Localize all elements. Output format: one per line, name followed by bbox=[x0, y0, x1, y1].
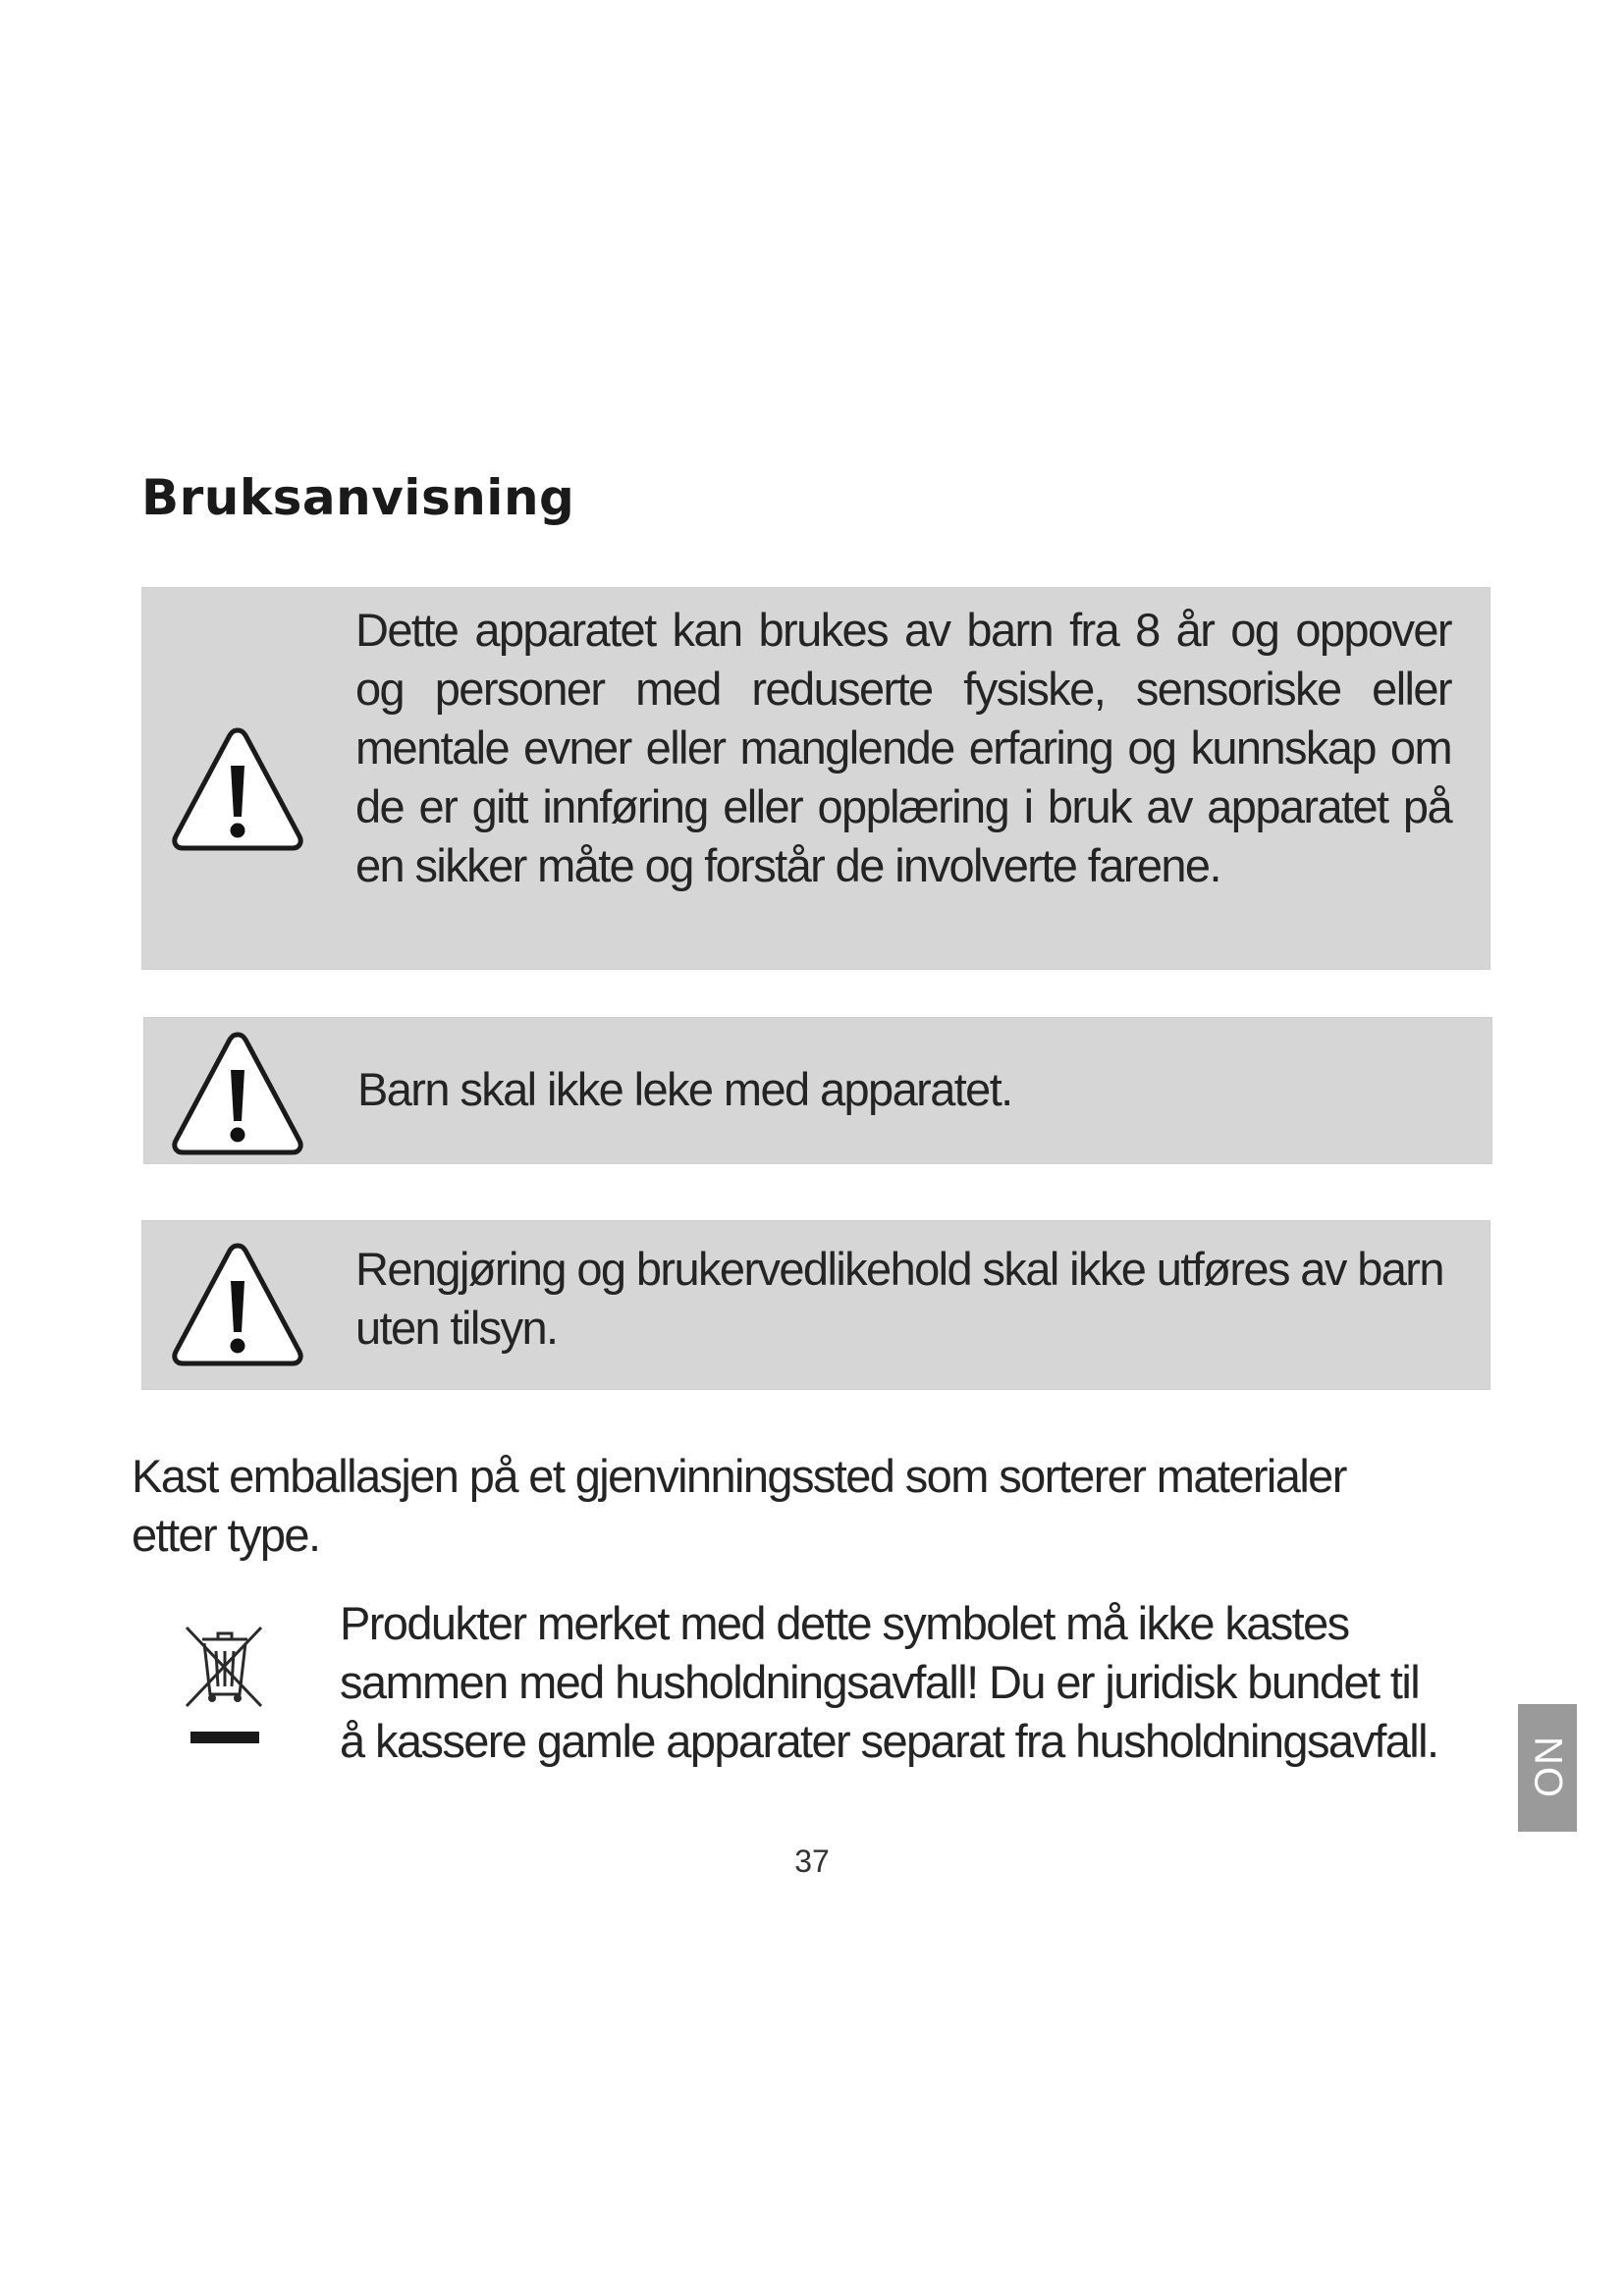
warning-text: Rengjøring og brukervedlikehold skal ikke utføres av barn uten tilsyn. bbox=[355, 1243, 1443, 1354]
warning-box-cleaning bbox=[141, 1220, 1490, 1390]
warning-box-no-play bbox=[143, 1017, 1492, 1164]
crossed-out-wheelie-bin-icon bbox=[183, 1622, 265, 1749]
language-tab-label: NO bbox=[1526, 1736, 1570, 1799]
page-title: Bruksanvisning bbox=[141, 469, 575, 526]
warning-triangle-icon bbox=[171, 722, 304, 854]
page-number: 37 bbox=[794, 1843, 830, 1879]
packaging-disposal-text: Kast emballasjen på et gjenvinningssted som sorterer materialer etter type. bbox=[132, 1450, 1346, 1561]
warning-box-children-age bbox=[141, 587, 1490, 970]
warning-triangle-icon bbox=[171, 1027, 304, 1158]
weee-disposal-text: Produkter merket med dette symbolet må ikke kastes sammen med husholdningsavfall! Du er juridisk bundet til å kassere gamle apparater separat fra husholdningsavfall. bbox=[340, 1597, 1438, 1767]
warning-triangle-icon bbox=[171, 1238, 304, 1369]
language-tab bbox=[1518, 1704, 1577, 1832]
warning-text: Dette apparatet kan brukes av barn fra 8 år og oppover og personer med reduserte fysiske, sensoriske eller mentale evner eller manglende erfaring og kunnskap om de er gitt innføring eller opplæring i bruk av apparatet på en sikker måte og forstår de involverte farene. bbox=[355, 604, 1451, 891]
warning-text: Barn skal ikke leke med apparatet. bbox=[357, 1063, 1012, 1115]
